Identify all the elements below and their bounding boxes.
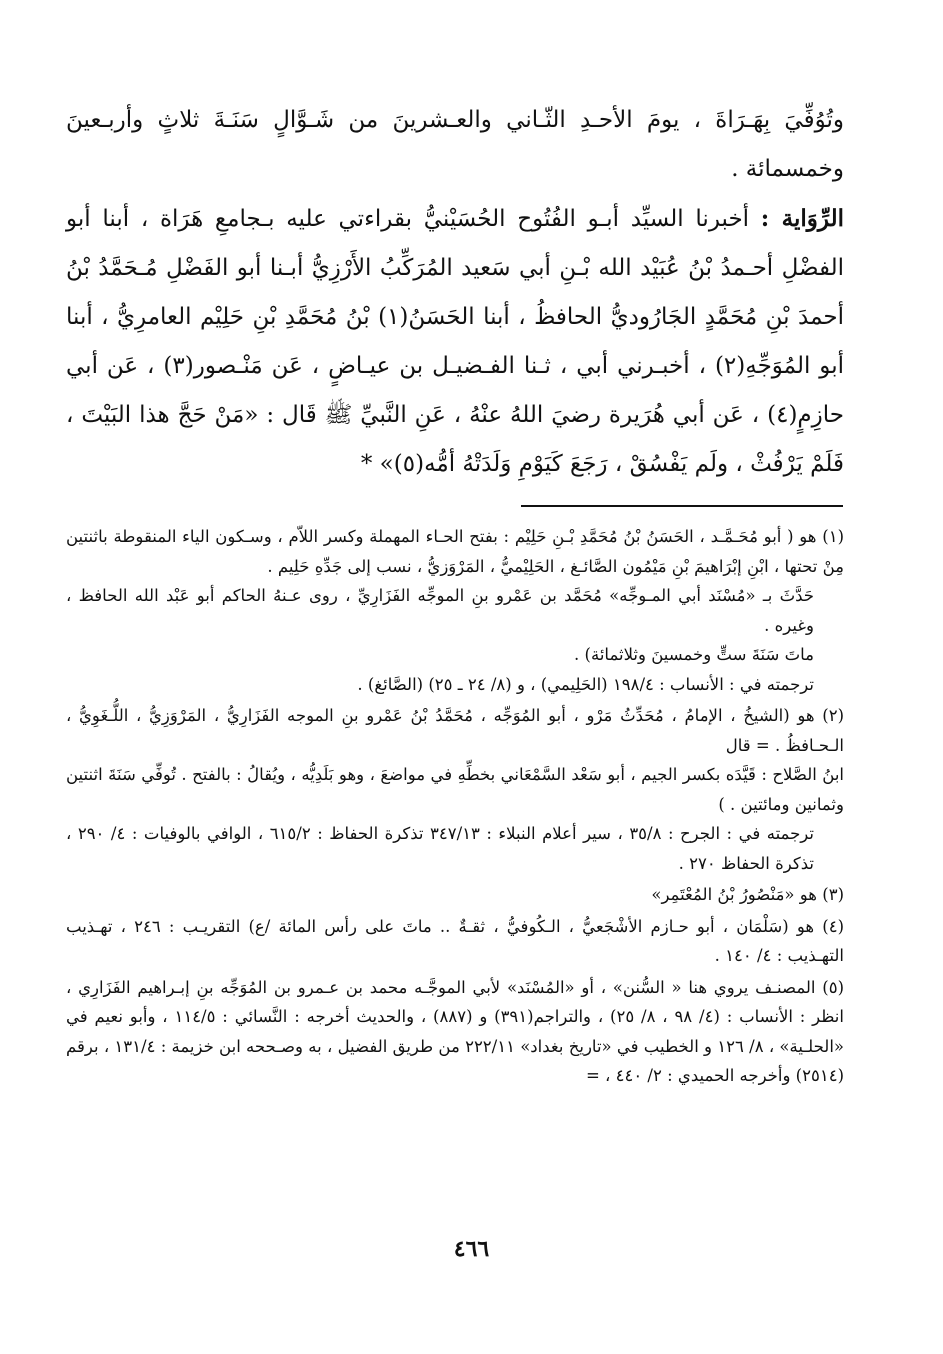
footnote-3: [66, 880, 844, 910]
footnote-line: ترجمته في : الأنساب : ١٩٨/٤ (الحَلِيمي) ، و (٨/ ٢٤ ـ ٢٥) (الصَّائغ) .: [357, 674, 814, 694]
footnote-line: (١) هو ( أبو مُحَـمَّـد ، الحَسَنُ بْنُ مُحَمَّدِ بْـنِ حَلِيْم : بفتح الحـاء المهملة وكسر اللاّم ، وسـكون الياء المنقوطة باثنتين مِنْ تحتها ، ابْنِ إبْرَاهيمَ بْنِ مَيْمُون الصَّائـغ ، الحَلِيْميُّ ، المَرْوَزيُّ ، نسب إلى جَدِّهِ حَلِيم .: [66, 527, 844, 576]
footnote-line: ابنُ الصَّلاح : قَيَّدَه بكسر الجيم ، أبو سَعْد السَّمْعَاني بخطِّهِ في مواضعَ ، وهو بَلَدِيُّه ، ويُقالُ : بالفتح . تُوفِّي سَنَةَ اثنتين وثمانين ومائتين . ): [66, 765, 844, 814]
footnote-line: ترجمته في : الجرح : ٣٥/٨ ، سير أعلام النبلاء : ٣٤٧/١٣ تذكرة الحفاظ : ٦١٥/٢ ، الوافي بالوفيات : ٤/ ٢٩٠ ، تذكرة الحفاظ ٢٧٠ .: [66, 824, 814, 873]
riwaya-paragraph: [66, 194, 844, 489]
footnotes-block: [66, 522, 844, 1093]
footnote-line: (٢) هو (الشيخُ ، الإمامُ ، مُحَدِّثُ مَرْو ، أبو المُوَجِّه ، مُحَمَّدُ بْنُ عَمْرو بنِ الموجه الفَزَارِيُّ ، المَرْوَزِيُّ ، اللُّـغَوِيُّ ، الـحـافظُ . = قال: [66, 706, 844, 755]
footnote-2: [66, 701, 844, 878]
footnote-line: ماتَ سَنَةَ ستٍّ وخمسينَ وثلاثمائة) .: [574, 645, 814, 664]
footnote-1: [66, 522, 844, 699]
footnote-line: (٥) المصنـف يروي هنا « السُّنن» ، أو «المُسْنَد» لأبي الموجَّـه محمد بن عـمرو بن المُوَجِّه بنِ إبـراهيم الفَزَارِي ، انظر : الأنساب : (٤/ ٩٨ ، ٨/ ٢٥) ، والتراجم(٣٩١) و (٨٨٧) ، والحديث أخرجه : النَّسائي : ١١٤/٥ ، وأبو نعيم في «الحلـية» ، ٨/ ١٢٦ و الخطيب في «تاريخ بغداد» ٢٢٢/١١ من طريق الفضيل ، به وصـححه ابن خزيمة : ١٣١/٤ ، برقم (٢٥١٤) وأخرجه الحميدي : ٢/ ٤٤٠ ، =: [66, 977, 844, 1085]
death-note-paragraph: وتُوُفِّيَ بِهَـرَاةَ ، يومَ الأحـدِ الثّـاني والعـشرينَ من شَـوَّالٍ سَنَـةَ ثلاثٍ وأربـعينَ وخمسمائة .: [66, 107, 844, 182]
main-text-block: [66, 96, 844, 489]
footnote-line: حَدَّثَ بـ «مُسْنَد أبي المـوجِّه» مُحَمَّد بن عَمْرو بنِ الموجِّه الفَزَارِيِّ ، روى عـنهُ الحاكم أبو عَبْد الله الحافظ ، وغيره .: [66, 586, 814, 635]
page-number: ٤٦٦: [453, 1236, 490, 1262]
riwaya-label: الرِّوَاية :: [760, 205, 844, 232]
footnote-line: (٤) هو (سَلْمَان ، أبو حـازم الأشْجَعيُّ ، الـكُوفيُّ ، ثقـةٌ .. ماتَ على رأس المائة /ع) التقريـب : ٢٤٦ ، تهـذيب التهـذيب : ٤/ ١٤٠ .: [66, 916, 844, 965]
footnote-5: [66, 973, 844, 1091]
footnote-line: (٣) هو «مَنْصُورُ بْنُ المُعْتَمِر»: [651, 885, 844, 904]
footnote-4: [66, 912, 844, 971]
footnote-separator: [521, 505, 843, 507]
riwaya-text: أخبرنا السيِّد أبـو الفُتُوح الحُسَيْنيُّ بقراءتي عليه بـجامعِ هَرَاة ، أبنا أبو الفضْلِ أحـمدُ بْنُ عُبَيْد الله بْـنِ أبي سَعيد المُرَكِّبُ الأَرْزِيُّ أبـنا أبو الفَضْلِ مُـحَمَّدُ بْنُ أحمدَ بْنِ مُحَمَّدٍ الجَارُوديُّ الحافظُ ، أبنا الحَسَنُ(١) بْنُ مُحَمَّدِ بْنِ حَلِيْم العامرِيُّ ، أبنا أبو المُوَجِّهِ(٢) ، أخبـرني أبي ، ثـنا الفـضيـل بن عيـاضٍ ، عَن مَنْـصور(٣) ، عَن أبي حازِمٍ(٤) ، عَن أبي هُرَيرة رضيَ اللهُ عنْهُ ، عَنِ النَّبيِّ ﷺ قَال : «مَنْ حَجَّ هذا البَيْتَ ، فَلَمْ يَرْفُثْ ، ولَم يَفْسُقْ ، رَجَعَ كَيَوْمِ وَلَدَتْهُ أمُّه(٥)» *: [66, 206, 844, 477]
